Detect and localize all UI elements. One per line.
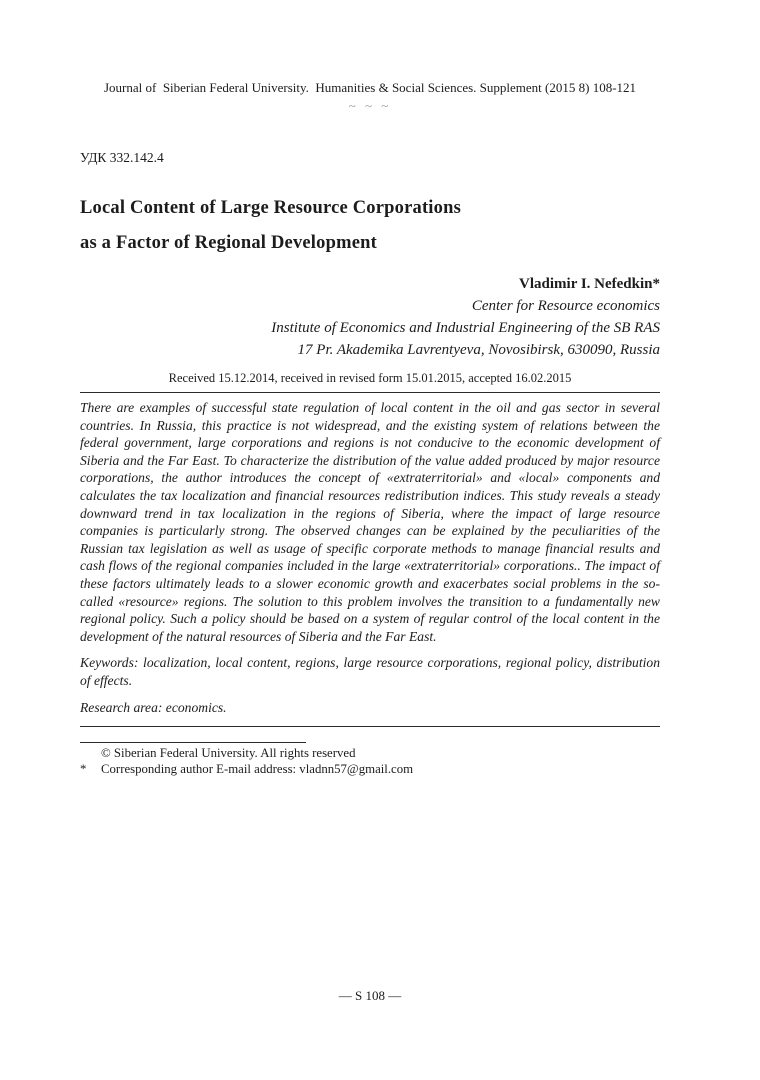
- keywords-text: Keywords: localization, local content, regions, large resource corporations, regional policy, distribution of effects.: [80, 655, 660, 688]
- abstract-text: There are examples of successful state regulation of local content in the oil and gas sector in several countries. In Russia, this practice is not widespread, and the existing system of relations between the federal government, large corporations and regions is not conducive to the economic development of Siberia and the Far East. To characterize the distribution of the value added produced by major resource corporations, the author introduces the concept of «extraterritorial» and «local» components and calculates the tax localization and financial resources redistribution indices. This study reveals a steady downward trend in tax localization in the regions of Siberia, where the impact of large resource companies is particularly strong. The observed changes can be explained by the peculiarities of the Russian tax legislation as well as usage of specific corporate methods to manage financial results and cash flows of the regional companies included in the large «extraterritorial» corporations.. The impact of these factors ultimately leads to a slower economic growth and exacerbates social problems in the so-called «resource» regions. The solution to this problem involves the transition to a fundamentally new regional policy. Such a policy should be based on a system of regular control of the local content in the development of the natural resources of Siberia and the Far East.: [80, 400, 660, 644]
- author-block: [80, 273, 660, 361]
- page-content: [80, 0, 660, 777]
- footnote-block: [80, 746, 660, 777]
- journal-header: Journal of Siberian Federal University. Humanities & Social Sciences. Supplement (2015 8) 108-121: [103, 80, 637, 95]
- footnote-copyright: © Siberian Federal University. All rights reserved: [101, 746, 356, 761]
- divider-bottom: [80, 726, 660, 727]
- research-area-text: Research area: economics.: [80, 699, 227, 715]
- article-title: [80, 191, 660, 261]
- footnote-asterisk: *: [80, 761, 87, 776]
- author-address: 17 Pr. Akademika Lavrentyeva, Novosibirsk, 630090, Russia: [297, 342, 660, 358]
- author-affiliation-2: Institute of Economics and Industrial Engineering of the SB RAS: [271, 320, 660, 336]
- received-dates: Received 15.12.2014, received in revised form 15.01.2015, accepted 16.02.2015: [168, 371, 572, 385]
- author-name: Vladimir I. Nefedkin*: [519, 276, 660, 292]
- divider-top: [80, 392, 660, 393]
- author-affiliation-1: Center for Resource economics: [471, 298, 660, 314]
- footnote-corresponding: Corresponding author E-mail address: vladnn57@gmail.com: [101, 761, 414, 776]
- footnote-corresponding-line: [80, 762, 660, 777]
- page-number: — S 108 —: [338, 988, 402, 1003]
- footnote-separator: [80, 742, 306, 743]
- article-title-line-2: as a Factor of Regional Development: [80, 233, 377, 253]
- udc-code: УДК 332.142.4: [80, 150, 164, 165]
- article-title-line-1: Local Content of Large Resource Corporations: [80, 198, 461, 218]
- tilde-ornament: ~ ~ ~: [348, 98, 392, 113]
